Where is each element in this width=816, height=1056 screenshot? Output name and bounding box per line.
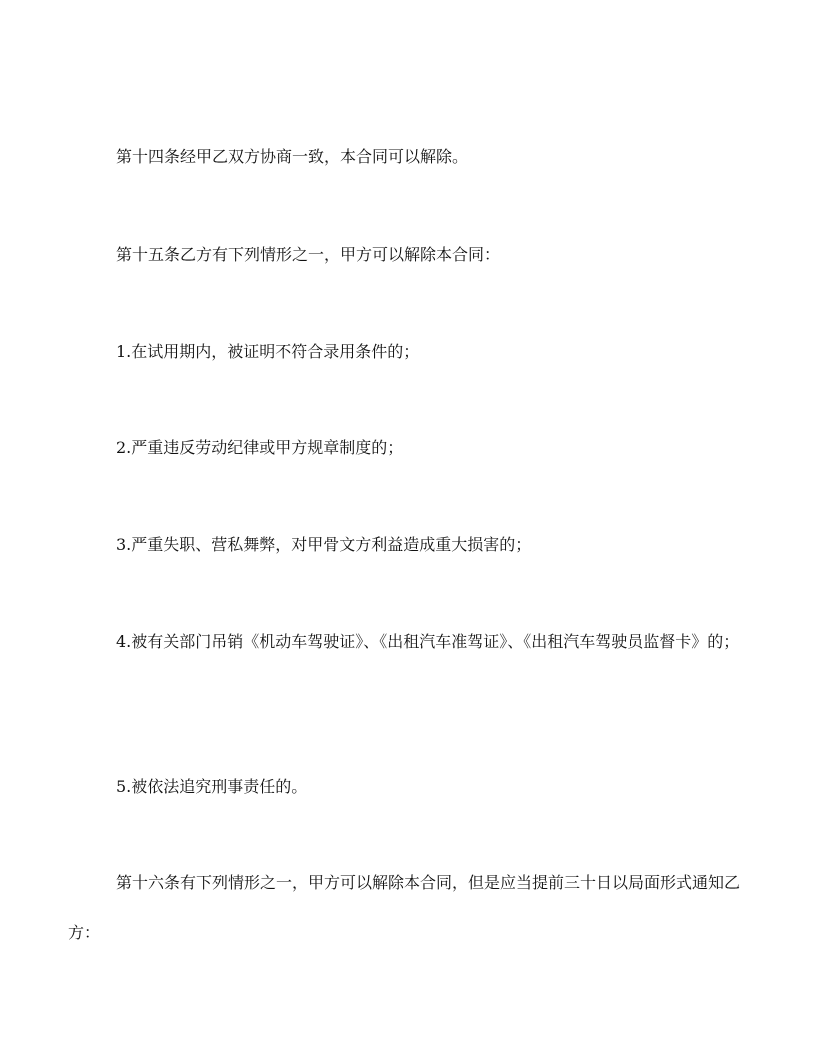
list-item-3: 3.严重失职、营私舞弊，对甲骨文方利益造成重大损害的； bbox=[116, 535, 532, 554]
paragraph-article-15: 第十五条乙方有下列情形之一，甲方可以解除本合同： bbox=[116, 245, 501, 264]
list-item-2: 2.严重违反劳动纪律或甲方规章制度的； bbox=[116, 438, 404, 457]
list-item-1: 1.在试用期内，被证明不符合录用条件的； bbox=[116, 342, 420, 361]
list-item-4: 4.被有关部门吊销《机动车驾驶证》、《出租汽车准驾证》、《出租汽车驾驶员监督卡》的； bbox=[116, 632, 740, 651]
paragraph-article-14: 第十四条经甲乙双方协商一致，本合同可以解除。 bbox=[116, 147, 469, 166]
paragraph-article-16: 第十六条有下列情形之一，甲方可以解除本合同，但是应当提前三十日以局面形式通知乙方： bbox=[68, 873, 741, 942]
list-item-5: 5.被依法追究刑事责任的。 bbox=[116, 777, 308, 796]
